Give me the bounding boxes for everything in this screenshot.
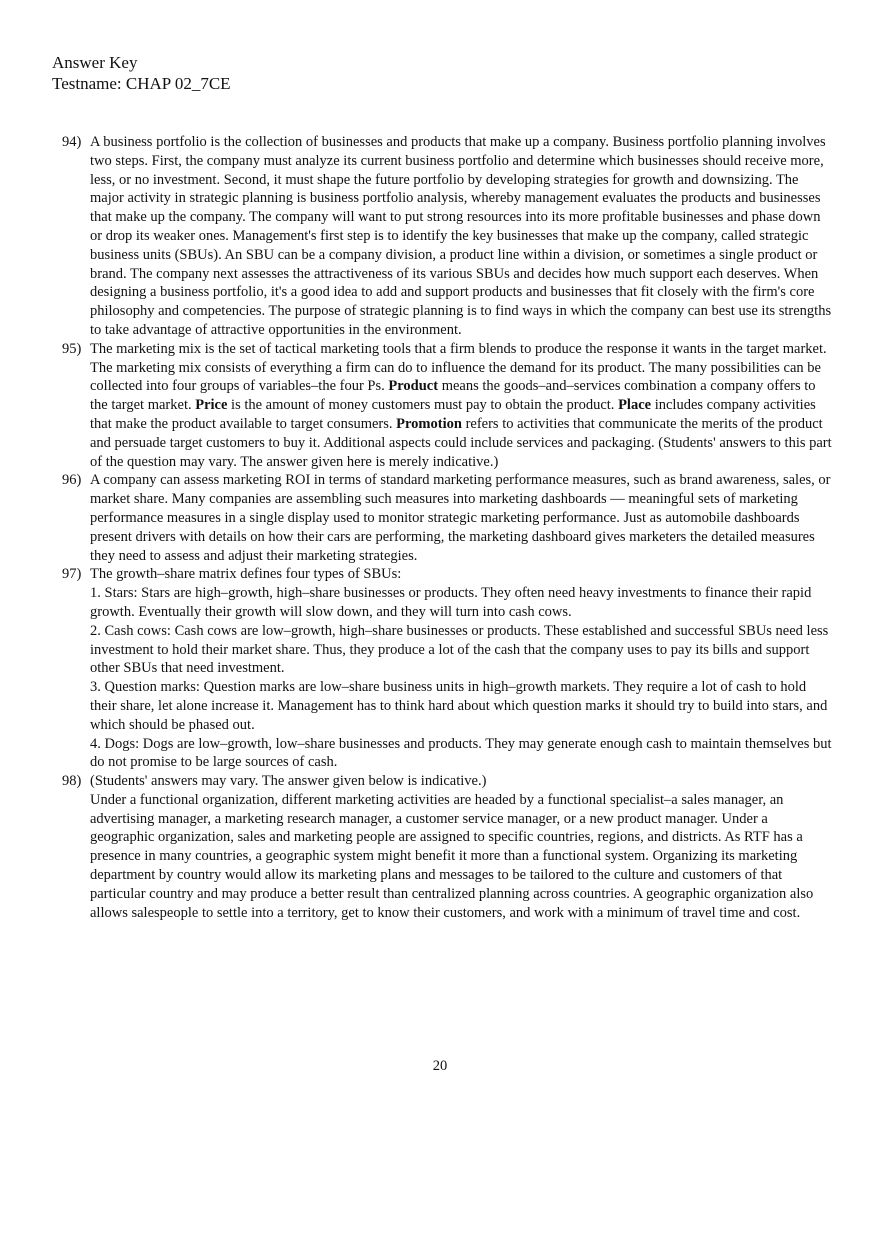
answer-paragraph: Under a functional organization, different marketing activities are headed by a functional specialist–a sales manager, an advertising manager, a marketing research manager, a customer service manager, or a new product manager. Under a geographic organization, sales and marketing people are assigned to specific countries, regions, and districts. As RTF has a presence in many countries, a geographic system might benefit it more than a functional system. Organizing its marketing department by country would allow its marketing plans and messages to be tailored to the culture and customers of that particular country and may produce a better result than centralized planning across countries. A geographic organization also allows salespeople to settle into a territory, get to know their customers, and work with a minimum of travel time and cost.: [90, 791, 814, 921]
term-product: Product: [388, 378, 439, 395]
price-definition: is the amount of money customers must pay to obtain the product.: [227, 397, 619, 414]
answer-number: 98): [62, 773, 82, 790]
answer-body: [90, 565, 832, 772]
place-definition: includes company activities that make the product available to target consumers.: [90, 397, 816, 432]
answer-body: [90, 133, 832, 340]
answer-paragraph: [90, 340, 832, 472]
marketing-mix-intro: The marketing mix is the set of tactical marketing tools that a firm blends to produce the response it wants in the target market. The marketing mix consists of everything a firm can do to influence the demand for its product. The many possibilities can be collected into four groups of variables–the four Ps.: [90, 340, 827, 395]
answer-94: [62, 133, 832, 340]
header-title: Answer Key: [52, 53, 138, 72]
answer-body: [90, 471, 832, 565]
term-place: Place: [618, 397, 652, 414]
answer-98: [62, 772, 832, 922]
answer-paragraph: A business portfolio is the collection of businesses and products that make up a company. Business portfolio planning involves two steps. First, the company must analyze its current business portfolio and determine which businesses should receive more, less, or no investment. Second, it must shape the future portfolio by developing strategies for growth and downsizing. The major activity in strategic planning is business portfolio analysis, whereby management evaluates the products and businesses that make up the company. The company will want to put strong resources into its more profitable businesses and phase down or drop its weaker ones. Management's first step is to identify the key businesses that make up the company, called strategic business units (SBUs). An SBU can be a company division, a product line within a division, or sometimes a single product or brand. The company next assesses the attractiveness of its various SBUs and decides how much support each deserves. When designing a business portfolio, it's a good idea to add and support products and businesses that fit closely with the firm's core philosophy and competencies. The purpose of strategic planning is to find ways in which the company can best use its strengths to take advantage of attractive opportunities in the environment.: [90, 134, 832, 338]
sbu-cash-cows: 2. Cash cows: Cash cows are low–growth, high–share businesses or products. These established and successful SBUs need less investment to hold their market share. Thus, they produce a lot of the cash that the company uses to pay its bills and support other SBUs that need investment.: [90, 622, 829, 677]
answer-body: [90, 340, 832, 472]
promotion-definition: refers to activities that communicate the merits of the product and persuade target customers to buy it. Additional aspects could include services and packaging. (Students' answers to this part of the question may vary. The answer given here is merely indicative.): [90, 415, 832, 470]
answer-body: [90, 772, 832, 922]
answer-97: [62, 565, 832, 772]
answer-96: [62, 471, 832, 565]
answer-95: [62, 340, 832, 472]
sbu-question-marks: 3. Question marks: Question marks are low–share business units in high–growth markets. They require a lot of cash to hold their share, let alone increase it. Management has to think hard about which question marks it should try to build into stars, and which should be phased out.: [90, 679, 828, 733]
answer-number: 97): [62, 566, 82, 583]
answer-list: [62, 133, 832, 922]
answer-key-header: [52, 52, 231, 94]
answer-paragraph: (Students' answers may vary. The answer given below is indicative.): [90, 773, 487, 790]
answer-number: 95): [62, 340, 82, 357]
header-testname: Testname: CHAP 02_7CE: [52, 74, 231, 93]
answer-number: 94): [62, 134, 82, 150]
answer-number: 96): [62, 472, 82, 489]
sbu-stars: 1. Stars: Stars are high–growth, high–share businesses or products. They often need heavy investments to finance their rapid growth. Eventually their growth will slow down, and they will turn into cash cows.: [90, 585, 812, 620]
term-promotion: Promotion: [396, 415, 462, 432]
sbu-dogs: 4. Dogs: Dogs are low–growth, low–share businesses and products. They may generate enough cash to maintain themselves but do not promise to be large sources of cash.: [90, 735, 832, 771]
answer-paragraph: The growth–share matrix defines four types of SBUs:: [90, 566, 402, 583]
product-definition: means the goods–and–services combination a company offers to the target market.: [90, 378, 816, 414]
answer-paragraph: A company can assess marketing ROI in terms of standard marketing performance measures, such as brand awareness, sales, or market share. Many companies are assembling such measures into marketing dashboards — meaningful sets of marketing performance measures in a single display used to monitor strategic marketing performance. Just as automobile dashboards present drivers with details on how their cars are performing, the marketing dashboard gives marketers the detailed measures they need to assess and adjust their marketing strategies.: [90, 472, 831, 564]
term-price: Price: [195, 397, 228, 414]
page-number: 20: [432, 1058, 448, 1074]
